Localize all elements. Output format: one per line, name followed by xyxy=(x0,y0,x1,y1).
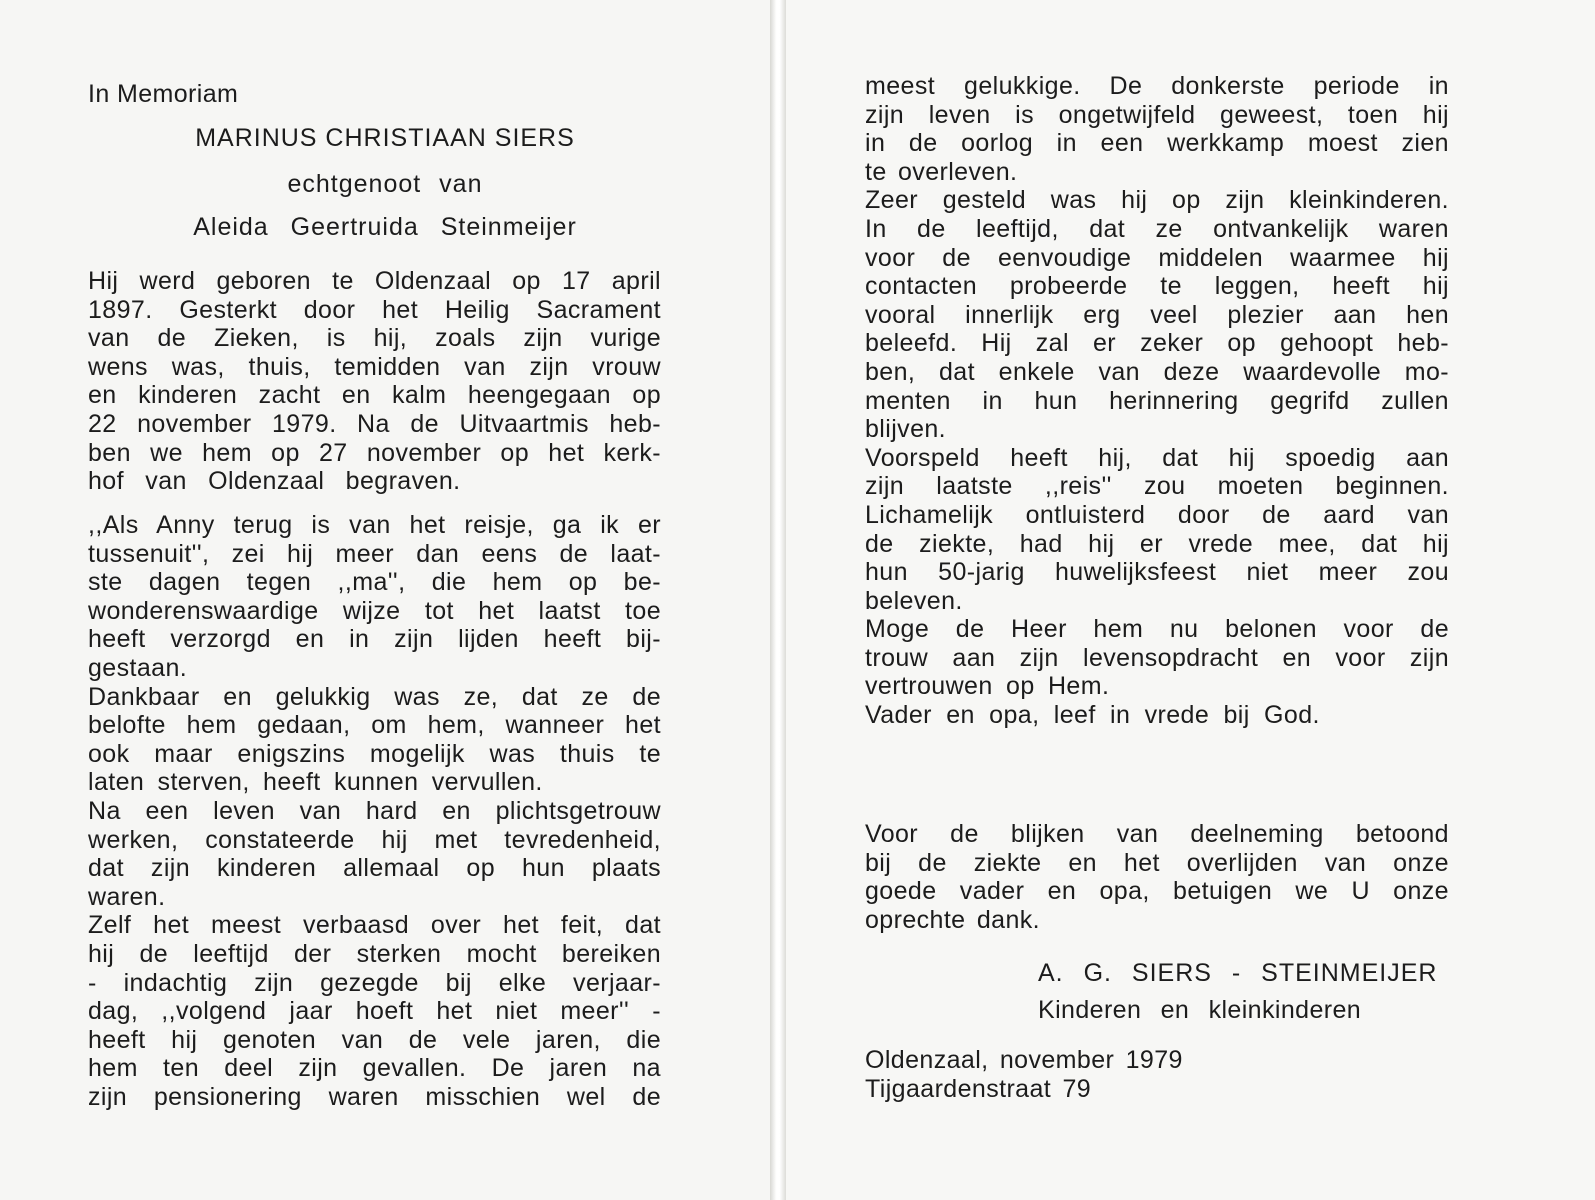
text-line: oprechte dank. xyxy=(865,905,1040,934)
text-line: zijn leven is ongetwijfeld geweest, toen hij xyxy=(865,100,1449,129)
text-line: 1897. Gesterkt door het Heilig Sacrament xyxy=(88,295,661,324)
text-line: trouw aan zijn levensopdracht en voor zijn xyxy=(865,643,1449,672)
text-line: dat zijn kinderen allemaal op hun plaats xyxy=(88,854,661,883)
text-line: Lichamelijk ontluisterd door de aard van xyxy=(865,500,1449,529)
text-line: Voor de blijken van deelneming betoond xyxy=(865,820,1449,848)
text-line: en kinderen zacht en kalm heengegaan op xyxy=(88,381,661,410)
text-line: zijn pensionering waren misschien wel de xyxy=(88,1082,661,1111)
text-line: wonderenswaardige wijze tot het laatst toe xyxy=(88,596,661,625)
memories-paragraph xyxy=(88,511,661,1111)
text-line: heeft hij genoten van de vele jaren, die xyxy=(88,1025,661,1054)
text-line: werken, constateerde hij met tevredenheid, xyxy=(88,825,661,854)
text-line: Zeer gesteld was hij op zijn kleinkinderen. xyxy=(865,186,1449,215)
text-line: gestaan. xyxy=(88,653,188,682)
text-line: Vader en opa, leef in vrede bij God. xyxy=(865,701,1320,730)
text-line: - indachtig zijn gezegde bij elke verjaar- xyxy=(88,968,661,997)
text-line: menten in hun herinnering gegrifd zullen xyxy=(865,386,1449,415)
text-line: belofte hem gedaan, om hem, wanneer het xyxy=(88,711,661,740)
text-line: In de leeftijd, dat ze ontvankelijk waren xyxy=(865,214,1449,243)
text-line: contacten probeerde te leggen, heeft hij xyxy=(865,272,1449,301)
text-line: heeft verzorgd en in zijn lijden heeft bij- xyxy=(88,625,661,654)
text-line: Voorspeld heeft hij, dat hij spoedig aan xyxy=(865,443,1449,472)
text-line: beleven. xyxy=(865,586,963,615)
text-line: ben we hem op 27 november op het kerk- xyxy=(88,438,661,467)
text-line: Zelf het meest verbaasd over het feit, dat xyxy=(88,911,661,940)
text-line: de ziekte, had hij er vrede mee, dat hij xyxy=(865,529,1449,558)
text-line: blijven. xyxy=(865,415,947,444)
spouse-name: Aleida Geertruida Steinmeijer xyxy=(193,213,577,241)
address: Tijgaardenstraat 79 xyxy=(865,1075,1092,1103)
left-page xyxy=(0,0,770,1200)
text-line: vooral innerlijk erg veel plezier aan hen xyxy=(865,300,1449,329)
text-line: hij de leeftijd der sterken mocht bereiken xyxy=(88,939,661,968)
text-line: vertrouwen op Hem. xyxy=(865,672,1110,701)
text-line: hem ten deel zijn gevallen. De jaren na xyxy=(88,1054,661,1083)
signature-family: Kinderen en kleinkinderen xyxy=(1038,996,1362,1024)
text-line: laten sterven, heeft kunnen vervullen. xyxy=(88,768,543,797)
text-line: hof van Oldenzaal begraven. xyxy=(88,467,461,496)
heading: In Memoriam xyxy=(88,80,239,108)
text-line: voor de eenvoudige middelen waarmee hij xyxy=(865,243,1449,272)
continuation-paragraph xyxy=(865,72,1449,730)
text-line: bij de ziekte en het overlijden van onze xyxy=(865,848,1449,877)
text-line: hun 50-jarig huwelijksfeest niet meer zou xyxy=(865,558,1449,587)
text-line: in de oorlog in een werkkamp moest zien xyxy=(865,129,1449,158)
birth-death-paragraph xyxy=(88,267,661,496)
text-line: Hij werd geboren te Oldenzaal op 17 april xyxy=(88,267,661,295)
spouse-intro: echtgenoot van xyxy=(287,170,483,198)
text-line: Na een leven van hard en plichtsgetrouw xyxy=(88,796,661,825)
text-line: wens was, thuis, temidden van zijn vrouw xyxy=(88,352,661,381)
text-line: zijn laatste ,,reis'' zou moeten beginnen. xyxy=(865,472,1449,501)
text-line: goede vader en opa, betuigen we U onze xyxy=(865,877,1449,906)
text-line: 22 november 1979. Na de Uitvaartmis heb- xyxy=(88,409,661,438)
place-date: Oldenzaal, november 1979 xyxy=(865,1046,1183,1074)
text-line: Dankbaar en gelukkig was ze, dat ze de xyxy=(88,682,661,711)
text-line: waren. xyxy=(88,882,166,911)
page-fold xyxy=(770,0,786,1200)
text-line: ste dagen tegen ,,ma'', die hem op be- xyxy=(88,568,661,597)
right-page xyxy=(786,0,1595,1200)
thanks-paragraph xyxy=(865,820,1449,934)
signature-name: A. G. SIERS - STEINMEIJER xyxy=(1038,959,1438,987)
text-line: ook maar enigszins mogelijk was thuis te xyxy=(88,739,661,768)
text-line: dag, ,,volgend jaar hoeft het niet meer'' - xyxy=(88,997,661,1026)
text-line: beleefd. Hij zal er zeker op gehoopt heb- xyxy=(865,329,1449,358)
text-line: ben, dat enkele van deze waardevolle mo- xyxy=(865,357,1449,386)
text-line: tussenuit'', zei hij meer dan eens de laat- xyxy=(88,539,661,568)
text-line: van de Zieken, is hij, zoals zijn vurige xyxy=(88,324,661,353)
text-line: ,,Als Anny terug is van het reisje, ga ik er xyxy=(88,511,661,539)
text-line: te overleven. xyxy=(865,157,1018,186)
deceased-name: MARINUS CHRISTIAAN SIERS xyxy=(195,124,575,152)
text-line: meest gelukkige. De donkerste periode in xyxy=(865,72,1449,100)
text-line: Moge de Heer hem nu belonen voor de xyxy=(865,615,1449,644)
